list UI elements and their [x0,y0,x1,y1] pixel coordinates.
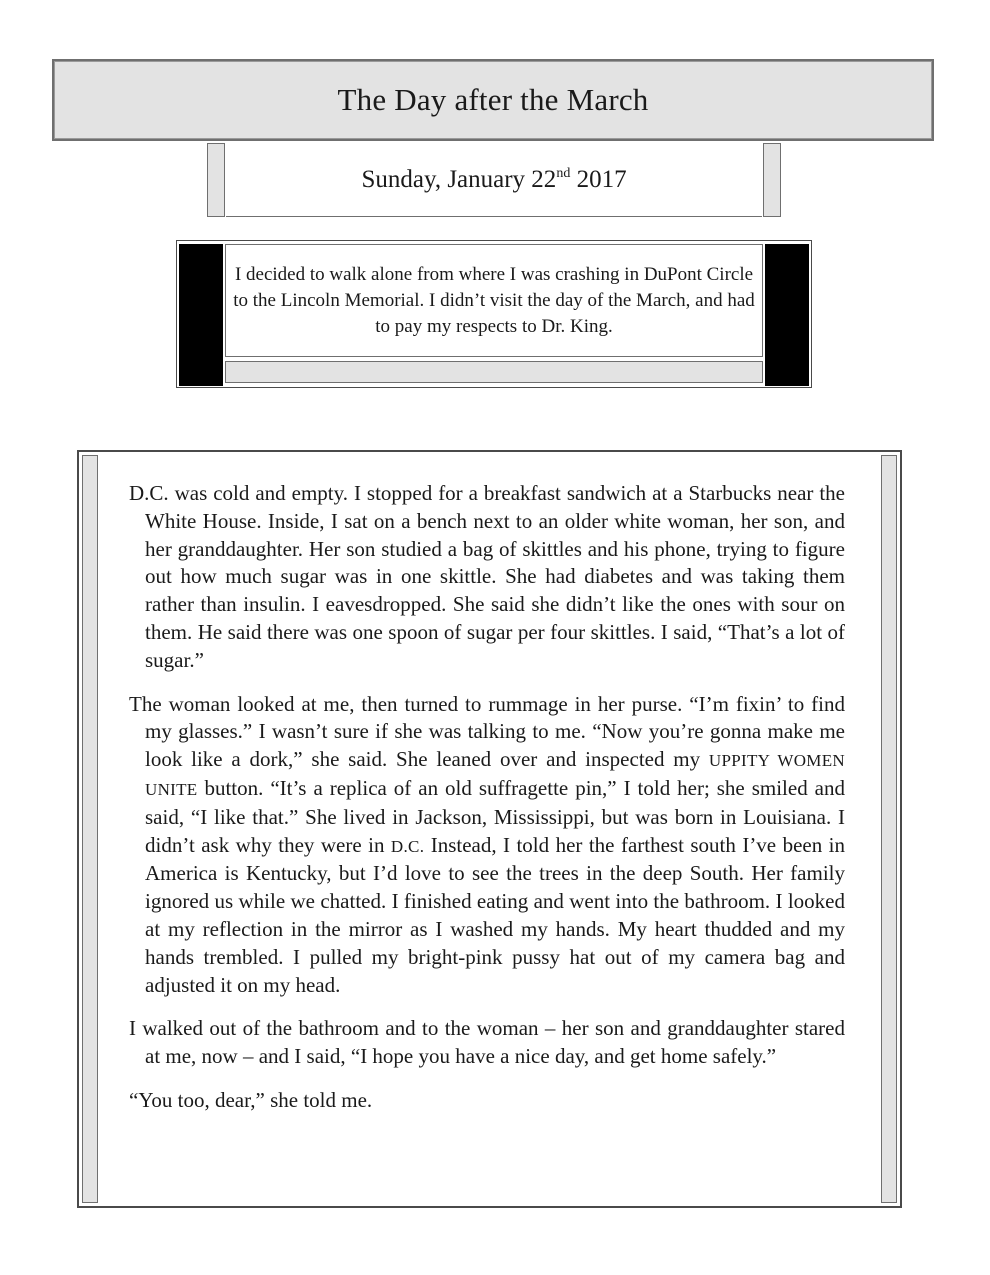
story-paragraph-4: “You too, dear,” she told me. [129,1087,373,1112]
dc-abbreviation: D.C. [390,836,425,856]
story-paragraph-2 [129,691,845,1000]
intro-right-black-bar [765,244,809,386]
intro-box [176,240,812,388]
story-right-rail [881,455,897,1203]
date-ordinal-suffix: nd [556,165,571,181]
date-year: 2017 [570,165,627,193]
story-paragraph-1: D.C. was cold and empty. I stopped for a breakfast sandwich at a Starbucks near the White House. Inside, I sat on a bench next to an older white woman, her son, and her granddaughter. Her son studied a bag of skittles and his phone, trying to figure out how much sugar was in one skittle. She had diabetes and was taking them rather than insulin. I eavesdropped. She said she didn’t like the ones with sour on them. He said there was one spoon of sugar per four skittles. I said, “That’s a lot of sugar.” [129,481,845,672]
date-plaque [226,143,762,217]
story-body [129,480,845,1131]
story-box [77,450,902,1208]
story-paragraph-3: I walked out of the bathroom and to the woman – her son and granddaughter stared at me, now – and I said, “I hope you have a nice day, and get home safely.” [129,1016,845,1069]
intro-text-panel [225,244,763,357]
title-banner [52,59,934,141]
story-paragraph-2-part-c: Instead, I told her the farthest south I’ve been in America is Kentucky, but I’d love to see the trees in the deep South. Her family ignored us while we chatted. I finished eating and went into the bathroom. I looked at my reflection in the mirror as I washed my hands. My heart thudded and my hands trembled. I pulled my bright-pink pussy hat out of my camera bag and adjusted it on my head. [145,832,845,997]
button-slogan: UPPITY WOMEN UNITE [145,751,845,799]
date-plaque-left-post [207,143,225,217]
date-line [361,166,626,194]
date-prefix: Sunday, January 22 [361,165,557,193]
date-plaque-right-post [763,143,781,217]
intro-left-black-bar [179,244,223,386]
story-paragraph-2-part-b: button. “It’s a replica of an old suffragette pin,” I told her; she smiled and said, “I like that.” She lived in Jackson, Mississippi, but was born in Louisiana. I didn’t ask why they were in [145,775,845,857]
intro-base-bar [225,361,763,383]
page-title: The Day after the March [337,82,649,117]
intro-text: I decided to walk alone from where I was crashing in DuPont Circle to the Lincoln Memorial. I didn’t visit the day of the March, and had to pay my respects to Dr. King. [233,263,755,337]
story-paragraph-2-part-a: The woman looked at me, then turned to rummage in her purse. “I’m fixin’ to find my glasses.” I wasn’t sure if she was talking to me. “Now you’re gonna make me look like a dork,” she said. She leaned over and inspected my [129,691,845,772]
story-left-rail [82,455,98,1203]
